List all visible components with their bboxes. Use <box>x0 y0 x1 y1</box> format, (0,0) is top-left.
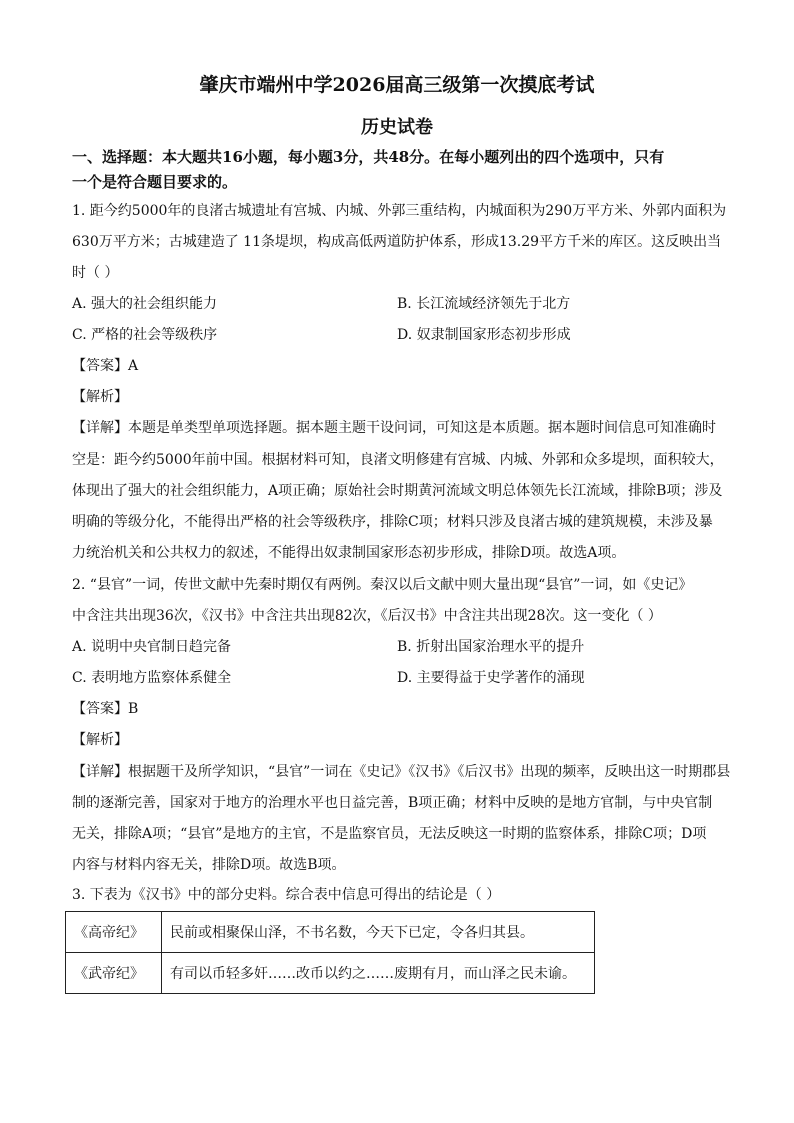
q2-option-c: C. 表明地方监察体系健全 <box>72 670 232 686</box>
section-heading-line-2: 一个是符合题目要求的。 <box>72 173 238 191</box>
q2-option-d: D. 主要得益于史学著作的涌现 <box>397 670 585 686</box>
q1-stem-line-1: 1. 距今约5000年的良渚古城遗址有宫城、内城、外郭三重结构，内城面积为290万平方米、外郭内面积为 <box>72 203 727 219</box>
table-cell-source: 《高帝纪》 <box>66 912 162 953</box>
q3-stem-line-1: 3. 下表为《汉书》中的部分史料。综合表中信息可得出的结论是（ ） <box>72 887 501 903</box>
q3-source-table <box>65 911 595 994</box>
q2-answer: 【答案】B <box>72 701 139 717</box>
table-row <box>66 953 595 994</box>
q2-option-a: A. 说明中央官制日趋完备 <box>72 639 232 655</box>
table-cell-text: 民前或相聚保山泽，不书名数，今天下已定，令各归其县。 <box>162 912 595 953</box>
table-cell-text: 有司以币轻多奸……改币以约之……废期有月，而山泽之民未谕。 <box>162 953 595 994</box>
q2-stem-line-2: 中含注共出现36次，《汉书》中含注共出现82次，《后汉书》中含注共出现28次。这一变化（ ） <box>72 608 662 624</box>
table-cell-source: 《武帝纪》 <box>66 953 162 994</box>
q1-detail-line-2: 空是：距今约5000年前中国。根据材料可知，良渚文明修建有宫城、内城、外郭和众多堤坝，面积较大， <box>72 452 724 468</box>
q1-option-a: A. 强大的社会组织能力 <box>72 296 218 312</box>
q1-detail-line-4: 明确的等级分化，不能得出严格的社会等级秩序，排除C项；材料只涉及良渚古城的建筑规模，未涉及暴 <box>72 514 713 530</box>
q2-detail-line-4: 内容与材料内容无关，排除D项。故选B项。 <box>72 857 346 873</box>
exam-subtitle: 历史试卷 <box>361 117 433 138</box>
q2-detail-line-2: 制的逐渐完善，国家对于地方的治理水平也日益完善，B项正确；材料中反映的是地方官制，与中央官制 <box>72 795 713 811</box>
q1-detail-line-5: 力统治机关和公共权力的叙述，不能得出奴隶制国家形态初步形成，排除D项。故选A项。 <box>72 545 626 561</box>
section-heading-line-1: 一、选择题：本大题共16小题，每小题3分，共48分。在每小题列出的四个选项中，只有 <box>72 148 665 166</box>
q2-detail-line-3: 无关，排除A项；“县官”是地方的主官，不是监察官员，无法反映这一时期的监察体系，排除C项；D项 <box>72 826 707 842</box>
q1-detail-line-1: 【详解】本题是单类型单项选择题。据本题主题干设问词，可知这是本质题。据本题时间信息可知准确时 <box>72 420 716 436</box>
q2-analysis-label: 【解析】 <box>72 732 128 748</box>
q1-option-b: B. 长江流域经济领先于北方 <box>397 296 571 312</box>
q1-stem-line-2: 630万平方米；古城建造了 11条堤坝，构成高低两道防护体系，形成13.29平方千米的库区。这反映出当 <box>72 234 722 250</box>
q2-stem-line-1: 2. “县官”一词，传世文献中先秦时期仅有两例。秦汉以后文献中则大量出现“县官”一词，如《史记》 <box>72 577 693 593</box>
exam-title: 肇庆市端州中学2026届高三级第一次摸底考试 <box>199 74 595 96</box>
q1-option-c: C. 严格的社会等级秩序 <box>72 327 218 343</box>
q1-analysis-label: 【解析】 <box>72 389 128 405</box>
q2-detail-line-1: 【详解】根据题干及所学知识，“县官”一词在《史记》《汉书》《后汉书》出现的频率，反映出这一时期郡县 <box>72 764 731 780</box>
q2-option-b: B. 折射出国家治理水平的提升 <box>397 639 585 655</box>
q1-stem-line-3: 时（ ） <box>72 265 119 281</box>
q1-answer: 【答案】A <box>72 358 139 374</box>
q1-detail-line-3: 体现出了强大的社会组织能力，A项正确；原始社会时期黄河流域文明总体领先长江流域，排除B项；涉及 <box>72 483 723 499</box>
q1-option-d: D. 奴隶制国家形态初步形成 <box>397 327 571 343</box>
table-row <box>66 912 595 953</box>
